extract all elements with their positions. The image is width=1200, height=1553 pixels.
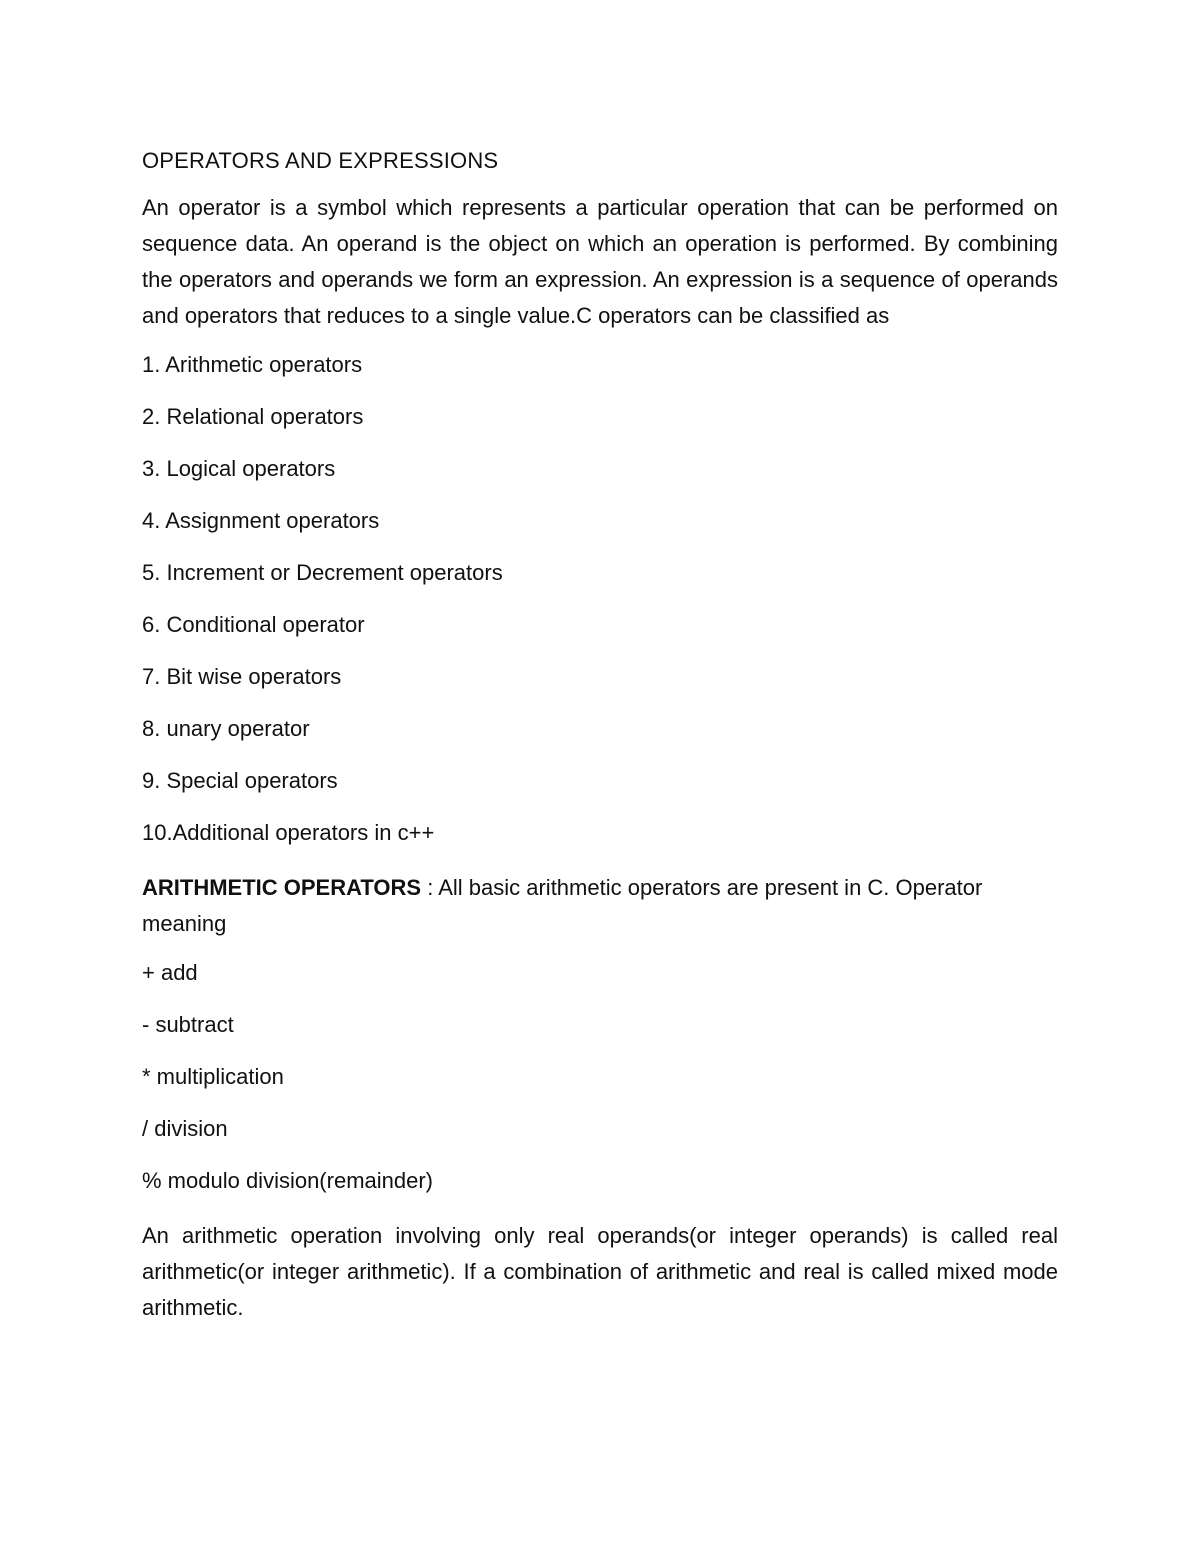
list-item: 4. Assignment operators (142, 508, 380, 533)
list-item: 1. Arithmetic operators (142, 352, 363, 377)
operator-multiplication: * multiplication (142, 1064, 284, 1089)
operator-modulo: % modulo division(remainder) (142, 1168, 434, 1193)
operator-subtract: - subtract (142, 1012, 234, 1037)
list-item: 3. Logical operators (142, 456, 336, 481)
list-item: 10.Additional operators in c++ (142, 820, 435, 845)
list-item: 8. unary operator (142, 716, 310, 741)
closing-paragraph: An arithmetic operation involving only real operands(or integer operands) is called real arithmetic(or integer arithmetic). If a combination of arithmetic and real is called mixed mode arithmetic. (142, 1223, 1058, 1320)
list-item: 6. Conditional operator (142, 612, 365, 637)
intro-paragraph: An operator is a symbol which represents a particular operation that can be performed on sequence data. An operand is the object on which an operation is performed. By combining the operators and operands we form an expression. An expression is a sequence of operands and operators that reduces to a single value.C operators can be classified as (142, 195, 1058, 328)
document-title: OPERATORS AND EXPRESSIONS (142, 148, 499, 173)
list-item: 2. Relational operators (142, 404, 364, 429)
arithmetic-section (142, 870, 1058, 942)
arithmetic-operator-list (142, 958, 1058, 1218)
operator-division: / division (142, 1116, 228, 1141)
operator-add: + add (142, 960, 198, 985)
list-item: 5. Increment or Decrement operators (142, 560, 503, 585)
list-item: 9. Special operators (142, 768, 338, 793)
list-item: 7. Bit wise operators (142, 664, 342, 689)
arithmetic-description: : All basic arithmetic operators are present in C. Operator meaning (142, 875, 983, 936)
arithmetic-heading: ARITHMETIC OPERATORS (142, 875, 422, 900)
operator-classification-list (142, 350, 1058, 870)
document-body (142, 146, 1058, 1326)
